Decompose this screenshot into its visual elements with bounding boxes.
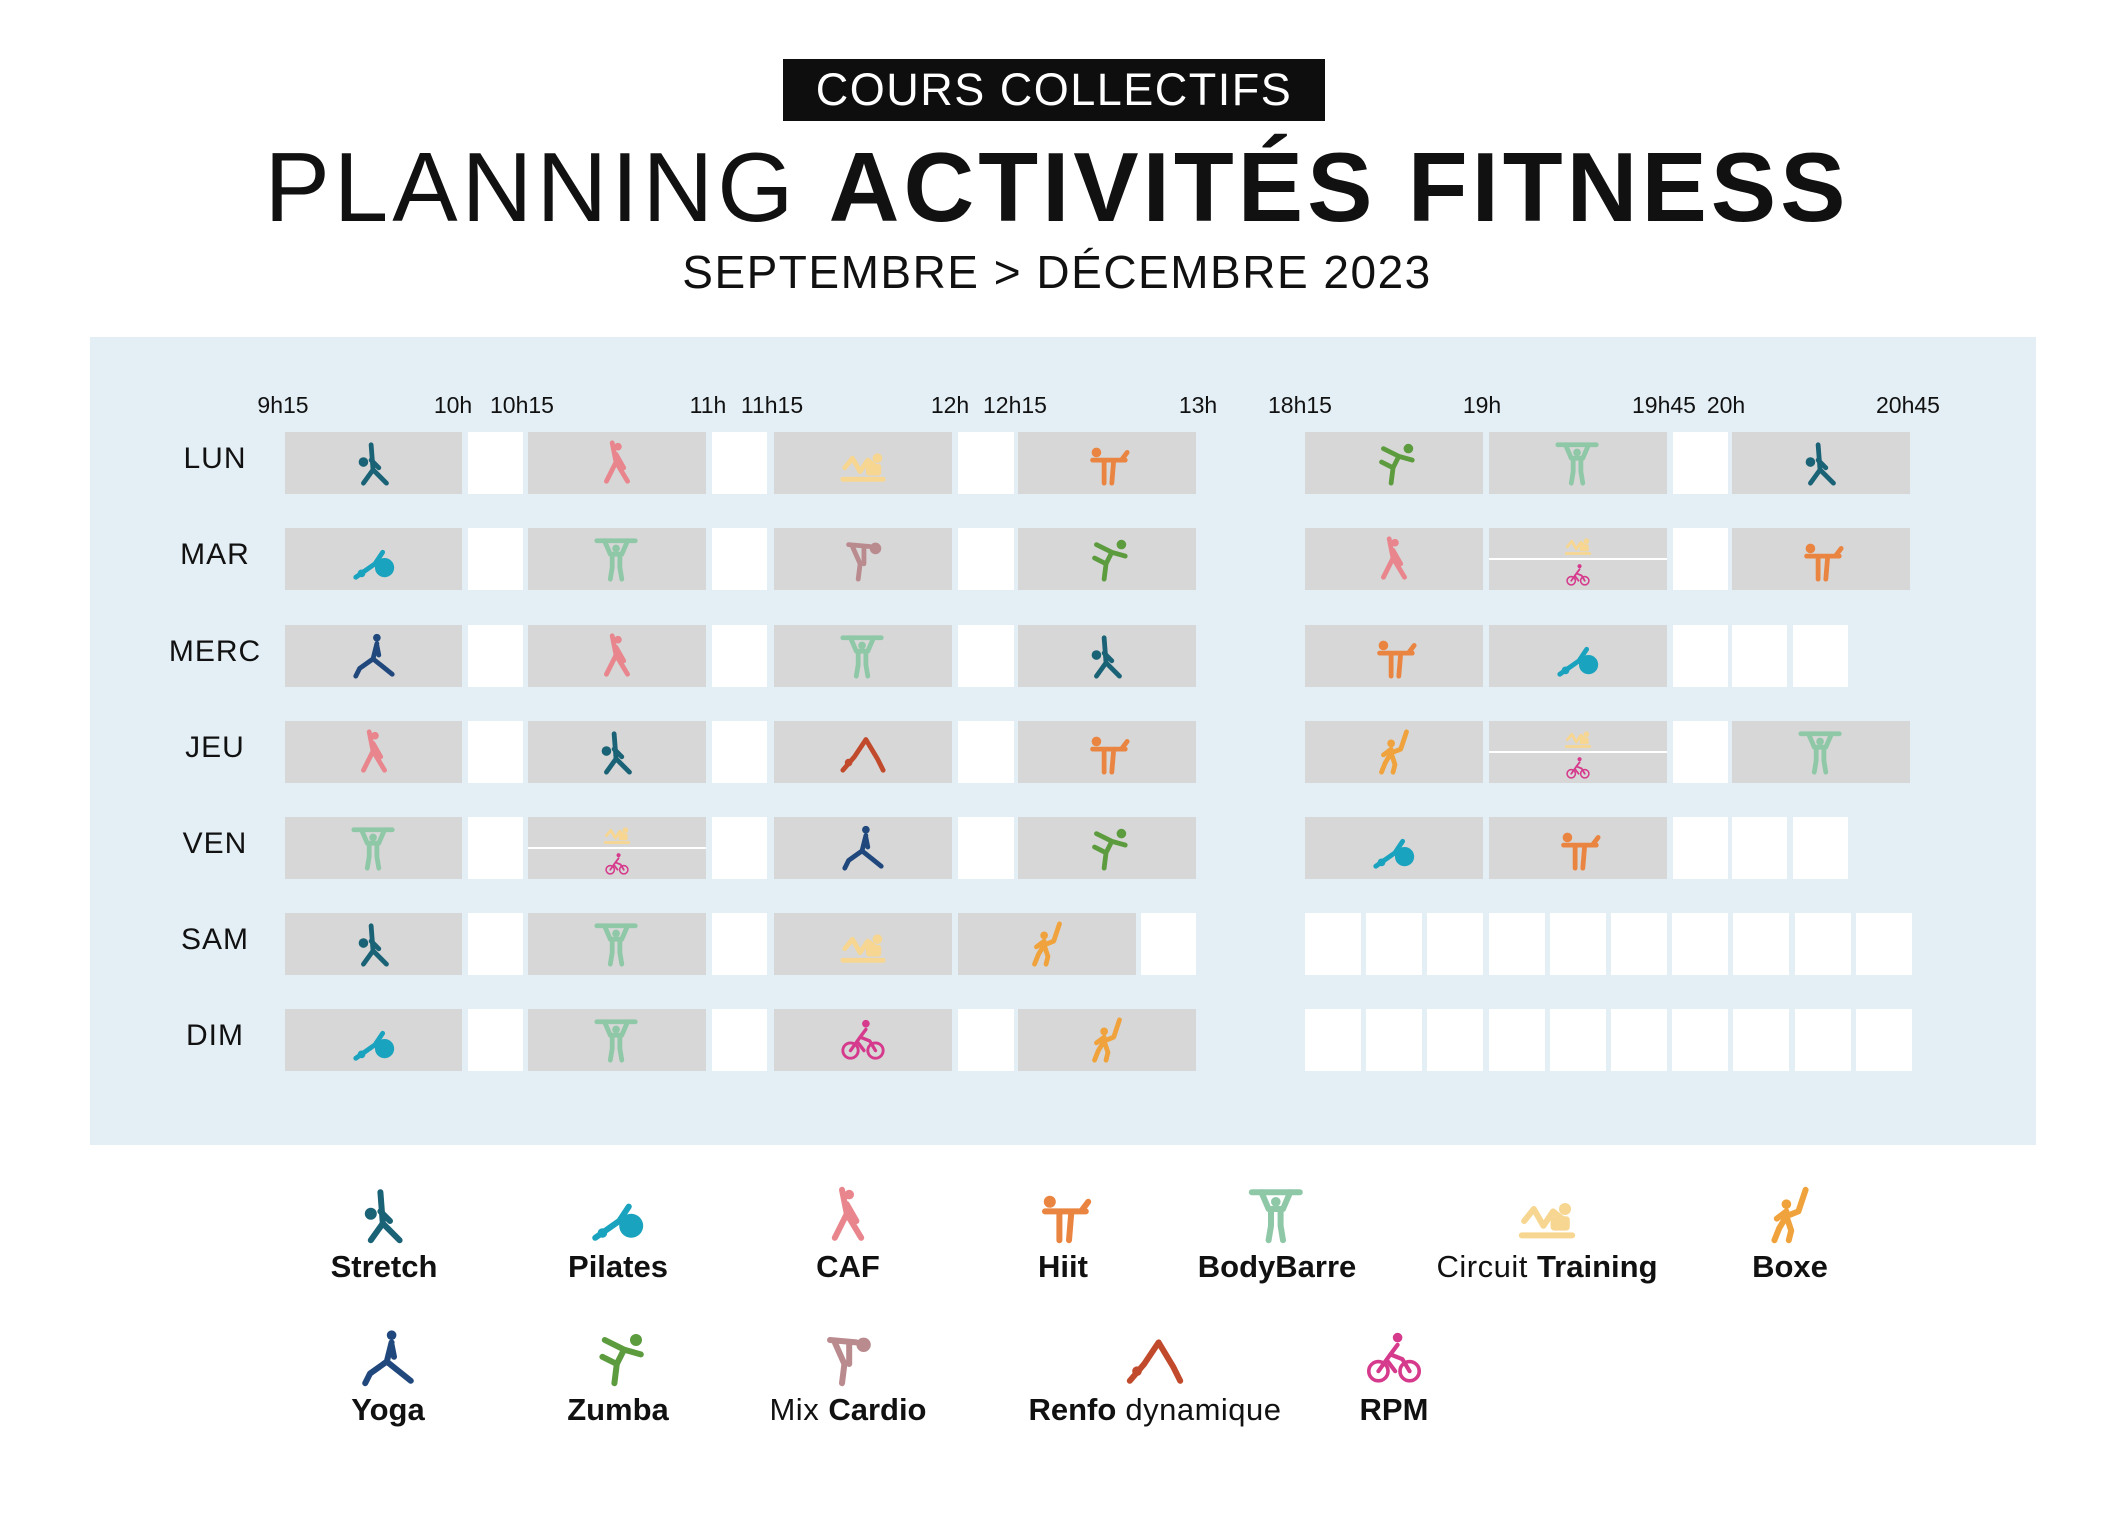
- empty-slot: [1673, 721, 1728, 783]
- bodybarre-icon: [1247, 1185, 1307, 1245]
- class-slot: [1732, 721, 1910, 783]
- empty-slot: [1141, 913, 1196, 975]
- class-slot: [1732, 432, 1910, 494]
- pilates-icon: [350, 535, 398, 583]
- zumba-icon: [588, 1328, 648, 1388]
- empty-slot: [468, 913, 523, 975]
- legend-label-bold: CAF: [816, 1249, 880, 1284]
- time-label: 20h45: [1876, 392, 1940, 418]
- yoga-icon: [839, 824, 887, 872]
- pilates-icon: [588, 1185, 648, 1245]
- day-label: MERC: [168, 635, 262, 668]
- legend-label-bold: RPM: [1359, 1392, 1429, 1427]
- empty-slot: [1489, 913, 1545, 975]
- empty-slot: [1305, 913, 1361, 975]
- empty-slot: [712, 913, 767, 975]
- stretch-icon: [593, 728, 641, 776]
- stretch-icon: [1083, 632, 1131, 680]
- empty-slot: [958, 528, 1014, 590]
- boxe-icon: [1760, 1185, 1820, 1245]
- class-slot: [774, 721, 952, 783]
- empty-slot: [712, 721, 767, 783]
- hiit-icon: [1554, 824, 1602, 872]
- legend-item-rpm: [1254, 1328, 1534, 1428]
- hiit-icon: [1083, 439, 1131, 487]
- empty-slot: [1793, 817, 1848, 879]
- time-label: 11h: [689, 392, 727, 418]
- caf-icon: [593, 632, 641, 680]
- empty-slot: [1673, 817, 1728, 879]
- legend-label-bold: Zumba: [567, 1392, 669, 1427]
- legend-label: [1360, 1392, 1429, 1428]
- time-label: 12h: [930, 392, 970, 418]
- bodybarre-icon: [350, 824, 398, 872]
- class-slot: [1018, 528, 1196, 590]
- legend-label: [331, 1249, 438, 1285]
- class-slot: [774, 528, 952, 590]
- class-slot: [285, 625, 462, 687]
- empty-slot: [468, 1009, 523, 1071]
- class-slot: [1018, 432, 1196, 494]
- empty-slot: [712, 432, 767, 494]
- bodybarre-icon: [593, 920, 641, 968]
- class-slot: [285, 528, 462, 590]
- bodybarre-icon: [593, 535, 641, 583]
- empty-slot: [1550, 913, 1606, 975]
- class-slot: [1018, 625, 1196, 687]
- time-label: 19h: [1462, 392, 1502, 418]
- hiit-icon: [1797, 535, 1845, 583]
- legend-label-prefix: Mix: [769, 1392, 829, 1427]
- legend-label: [1752, 1249, 1828, 1285]
- mixcardio-icon: [839, 535, 887, 583]
- title-light: PLANNING: [264, 132, 829, 242]
- boxe-icon: [1370, 728, 1418, 776]
- legend-label: [1436, 1249, 1657, 1285]
- legend-label-bold: Hiit: [1038, 1249, 1088, 1284]
- class-slot: [774, 913, 952, 975]
- empty-slot: [1611, 1009, 1667, 1071]
- zumba-icon: [1370, 439, 1418, 487]
- legend-label-bold: Cardio: [828, 1392, 927, 1427]
- renfo-icon: [839, 728, 887, 776]
- day-label: VEN: [182, 827, 248, 860]
- bodybarre-icon: [839, 632, 887, 680]
- legend-item-bodybarre: [1137, 1185, 1417, 1285]
- day-label: MAR: [180, 538, 250, 571]
- empty-slot: [1793, 625, 1848, 687]
- caf-icon: [818, 1185, 878, 1245]
- empty-slot: [712, 625, 767, 687]
- rpm-icon: [1364, 1328, 1424, 1388]
- class-slot: [1305, 625, 1483, 687]
- circuit-icon: [839, 439, 887, 487]
- class-slot: [1018, 1009, 1196, 1071]
- legend-label: [1028, 1392, 1281, 1428]
- caf-icon: [350, 728, 398, 776]
- page-subtitle: SEPTEMBRE > DÉCEMBRE 2023: [682, 246, 1432, 298]
- empty-slot: [1366, 913, 1422, 975]
- legend-label-bold: Yoga: [351, 1392, 425, 1427]
- time-label: 11h15: [740, 392, 804, 418]
- stretch-icon: [1797, 439, 1845, 487]
- empty-slot: [1856, 1009, 1912, 1071]
- pilates-icon: [1554, 632, 1602, 680]
- legend-label: [816, 1249, 880, 1285]
- empty-slot: [1856, 913, 1912, 975]
- bodybarre-icon: [593, 1016, 641, 1064]
- legend-label: [769, 1392, 926, 1428]
- class-slot-half: [528, 817, 706, 848]
- circuit-icon: [1564, 530, 1592, 558]
- rpm-icon: [839, 1016, 887, 1064]
- empty-slot: [468, 817, 523, 879]
- hiit-icon: [1033, 1185, 1093, 1245]
- class-slot-half: [1489, 559, 1667, 590]
- legend-item-renfo: [1015, 1328, 1295, 1428]
- day-label: JEU: [185, 731, 245, 764]
- empty-slot: [1673, 432, 1728, 494]
- rpm-icon: [1565, 755, 1591, 781]
- bodybarre-icon: [1797, 728, 1845, 776]
- stretch-icon: [350, 920, 398, 968]
- empty-slot: [1673, 528, 1728, 590]
- time-label: 13h: [1178, 392, 1218, 418]
- pilates-icon: [1370, 824, 1418, 872]
- time-label: 18h15: [1268, 392, 1332, 418]
- caf-icon: [1370, 535, 1418, 583]
- empty-slot: [958, 432, 1014, 494]
- legend-label: [568, 1249, 668, 1285]
- class-slot: [528, 913, 706, 975]
- title-bold: ACTIVITÉS FITNESS: [828, 132, 1850, 242]
- mixcardio-icon: [818, 1328, 878, 1388]
- class-slot: [528, 1009, 706, 1071]
- empty-slot: [712, 1009, 767, 1071]
- empty-slot: [1673, 625, 1728, 687]
- empty-slot: [1733, 913, 1789, 975]
- circuit-icon: [839, 920, 887, 968]
- legend-label: [1198, 1249, 1357, 1285]
- day-label: LUN: [183, 442, 247, 475]
- empty-slot: [958, 625, 1014, 687]
- empty-slot: [712, 528, 767, 590]
- class-slot: [958, 913, 1136, 975]
- class-slot-half: [1489, 528, 1667, 559]
- class-slot: [1732, 528, 1910, 590]
- class-slot-half: [1489, 721, 1667, 752]
- legend-label-bold: Stretch: [330, 1249, 438, 1284]
- class-slot: [528, 625, 706, 687]
- legend-label-bold: Training: [1536, 1249, 1658, 1284]
- hiit-icon: [1370, 632, 1418, 680]
- class-slot: [1018, 721, 1196, 783]
- class-slot-half: [1489, 752, 1667, 783]
- empty-slot: [1427, 913, 1483, 975]
- class-slot-split: [1489, 721, 1667, 783]
- class-slot: [774, 625, 952, 687]
- time-label: 12h15: [983, 392, 1047, 418]
- class-slot: [774, 432, 952, 494]
- boxe-icon: [1023, 920, 1071, 968]
- stretch-icon: [354, 1185, 414, 1245]
- category-badge: COURS COLLECTIFS: [783, 59, 1325, 121]
- empty-slot: [1366, 1009, 1422, 1071]
- legend-item-mixcardio: [708, 1328, 988, 1428]
- empty-slot: [958, 1009, 1014, 1071]
- legend-label-bold: BodyBarre: [1197, 1249, 1357, 1284]
- empty-slot: [1733, 1009, 1789, 1071]
- class-slot: [1489, 625, 1667, 687]
- yoga-icon: [350, 632, 398, 680]
- day-label: SAM: [180, 923, 249, 956]
- empty-slot: [1732, 625, 1787, 687]
- class-slot: [1305, 721, 1483, 783]
- empty-slot: [1672, 1009, 1728, 1071]
- empty-slot: [1550, 1009, 1606, 1071]
- class-slot: [1489, 817, 1667, 879]
- empty-slot: [1795, 913, 1851, 975]
- class-slot: [285, 817, 462, 879]
- stretch-icon: [350, 439, 398, 487]
- legend-label: [351, 1392, 425, 1428]
- circuit-icon: [1564, 723, 1592, 751]
- legend-label: [567, 1392, 669, 1428]
- legend-item-circuit: [1407, 1185, 1687, 1285]
- empty-slot: [468, 625, 523, 687]
- time-label: 20h: [1706, 392, 1746, 418]
- yoga-icon: [358, 1328, 418, 1388]
- class-slot: [285, 913, 462, 975]
- circuit-icon: [1517, 1185, 1577, 1245]
- boxe-icon: [1083, 1016, 1131, 1064]
- bodybarre-icon: [1554, 439, 1602, 487]
- class-slot-split: [528, 817, 706, 879]
- pilates-icon: [350, 1016, 398, 1064]
- empty-slot: [712, 817, 767, 879]
- empty-slot: [1611, 913, 1667, 975]
- empty-slot: [1489, 1009, 1545, 1071]
- legend-label-suffix: dynamique: [1116, 1392, 1282, 1427]
- time-label: 9h15: [257, 392, 309, 418]
- day-label: DIM: [186, 1019, 244, 1052]
- empty-slot: [468, 432, 523, 494]
- class-slot: [1305, 528, 1483, 590]
- class-slot: [285, 432, 462, 494]
- empty-slot: [1305, 1009, 1361, 1071]
- class-slot: [285, 1009, 462, 1071]
- class-slot: [528, 721, 706, 783]
- class-slot: [1305, 817, 1483, 879]
- time-label: 10h15: [490, 392, 554, 418]
- empty-slot: [1672, 913, 1728, 975]
- empty-slot: [1795, 1009, 1851, 1071]
- legend-label-prefix: Circuit: [1436, 1249, 1537, 1284]
- legend-label: [1038, 1249, 1088, 1285]
- time-label: 19h45: [1632, 392, 1696, 418]
- legend-label-bold: Pilates: [568, 1249, 668, 1284]
- empty-slot: [958, 817, 1014, 879]
- class-slot-split: [1489, 528, 1667, 590]
- time-label: 10h: [433, 392, 473, 418]
- circuit-icon: [603, 819, 631, 847]
- zumba-icon: [1083, 535, 1131, 583]
- class-slot: [528, 528, 706, 590]
- empty-slot: [1427, 1009, 1483, 1071]
- class-slot: [1018, 817, 1196, 879]
- empty-slot: [958, 721, 1014, 783]
- empty-slot: [1732, 817, 1787, 879]
- class-slot: [774, 817, 952, 879]
- empty-slot: [468, 528, 523, 590]
- class-slot: [774, 1009, 952, 1071]
- class-slot: [285, 721, 462, 783]
- legend-label-bold: Boxe: [1752, 1249, 1828, 1284]
- empty-slot: [468, 721, 523, 783]
- page-title: [0, 122, 2114, 252]
- hiit-icon: [1083, 728, 1131, 776]
- renfo-icon: [1125, 1328, 1185, 1388]
- caf-icon: [593, 439, 641, 487]
- zumba-icon: [1083, 824, 1131, 872]
- class-slot: [1489, 432, 1667, 494]
- rpm-icon: [1565, 562, 1591, 588]
- legend-label-bold: Renfo: [1028, 1392, 1117, 1427]
- class-slot: [1305, 432, 1483, 494]
- class-slot-half: [528, 848, 706, 879]
- class-slot: [528, 432, 706, 494]
- legend-item-boxe: [1650, 1185, 1930, 1285]
- rpm-icon: [604, 851, 630, 877]
